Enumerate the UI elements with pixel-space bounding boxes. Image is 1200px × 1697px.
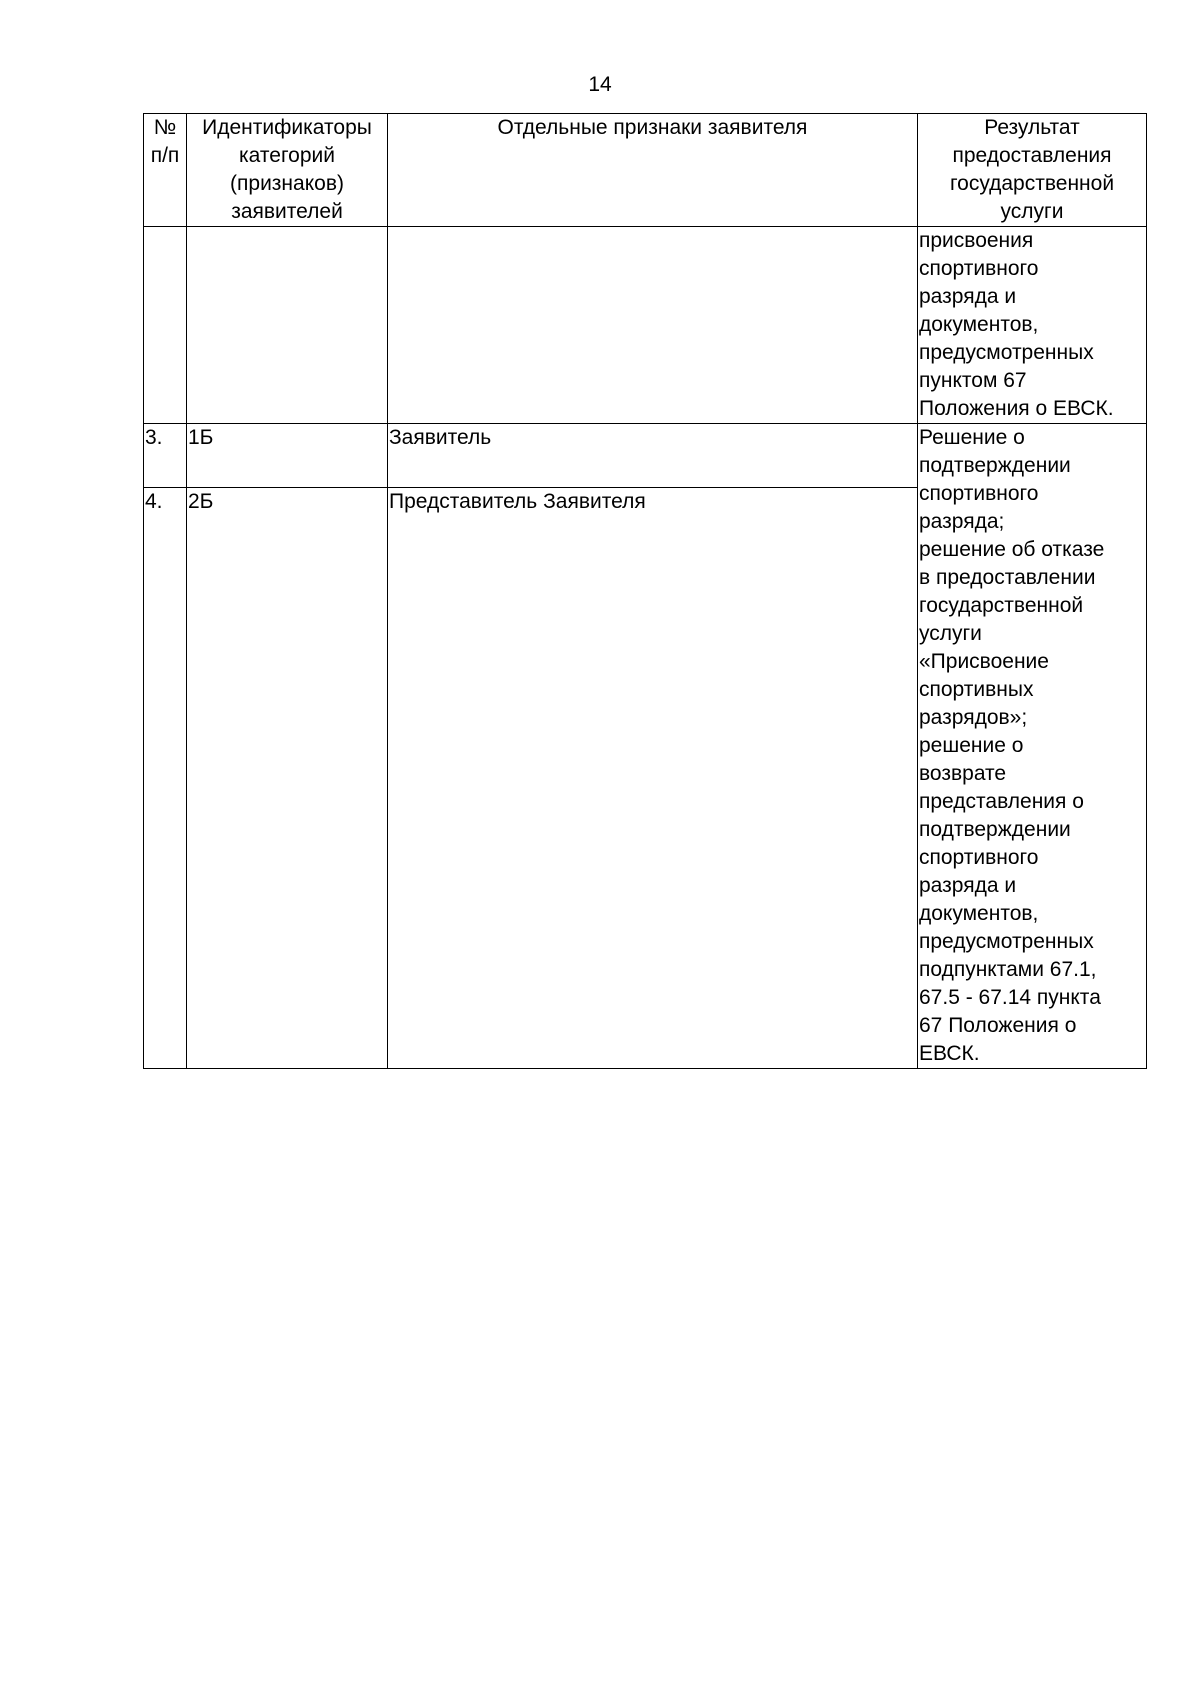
table-row — [144, 424, 1147, 488]
cell-identifiers — [187, 227, 388, 424]
cell-identifiers: 1Б — [187, 424, 388, 488]
cell-num — [144, 227, 187, 424]
applicant-categories-table — [143, 113, 1147, 1069]
header-num: № п/п — [144, 114, 187, 227]
table-header-row — [144, 114, 1147, 227]
header-features: Отдельные признаки заявителя — [388, 114, 918, 227]
cell-identifiers: 2Б — [187, 488, 388, 1069]
header-result: Результат предоставления государственной услуги — [918, 114, 1147, 227]
page-number: 14 — [588, 73, 612, 96]
cell-num: 3. — [144, 424, 187, 488]
table-row-continuation — [144, 227, 1147, 424]
cell-features — [388, 227, 918, 424]
cell-num: 4. — [144, 488, 187, 1069]
cell-result: присвоения спортивного разряда и документов, предусмотренных пунктом 67 Положения о ЕВСК. — [918, 227, 1147, 424]
cell-result-merged: Решение о подтверждении спортивного разряда; решение об отказе в предоставлении государственной услуги «Присвоение спортивных разрядов»; решение о возврате представления о подтверждении спортивного разряда и документов, предусмотренных подпунктами 67.1, 67.5 - 67.14 пункта 67 Положения о ЕВСК. — [918, 424, 1147, 1069]
cell-features: Представитель Заявителя — [388, 488, 918, 1069]
header-identifiers: Идентификаторы категорий (признаков) заявителей — [187, 114, 388, 227]
cell-features: Заявитель — [388, 424, 918, 488]
